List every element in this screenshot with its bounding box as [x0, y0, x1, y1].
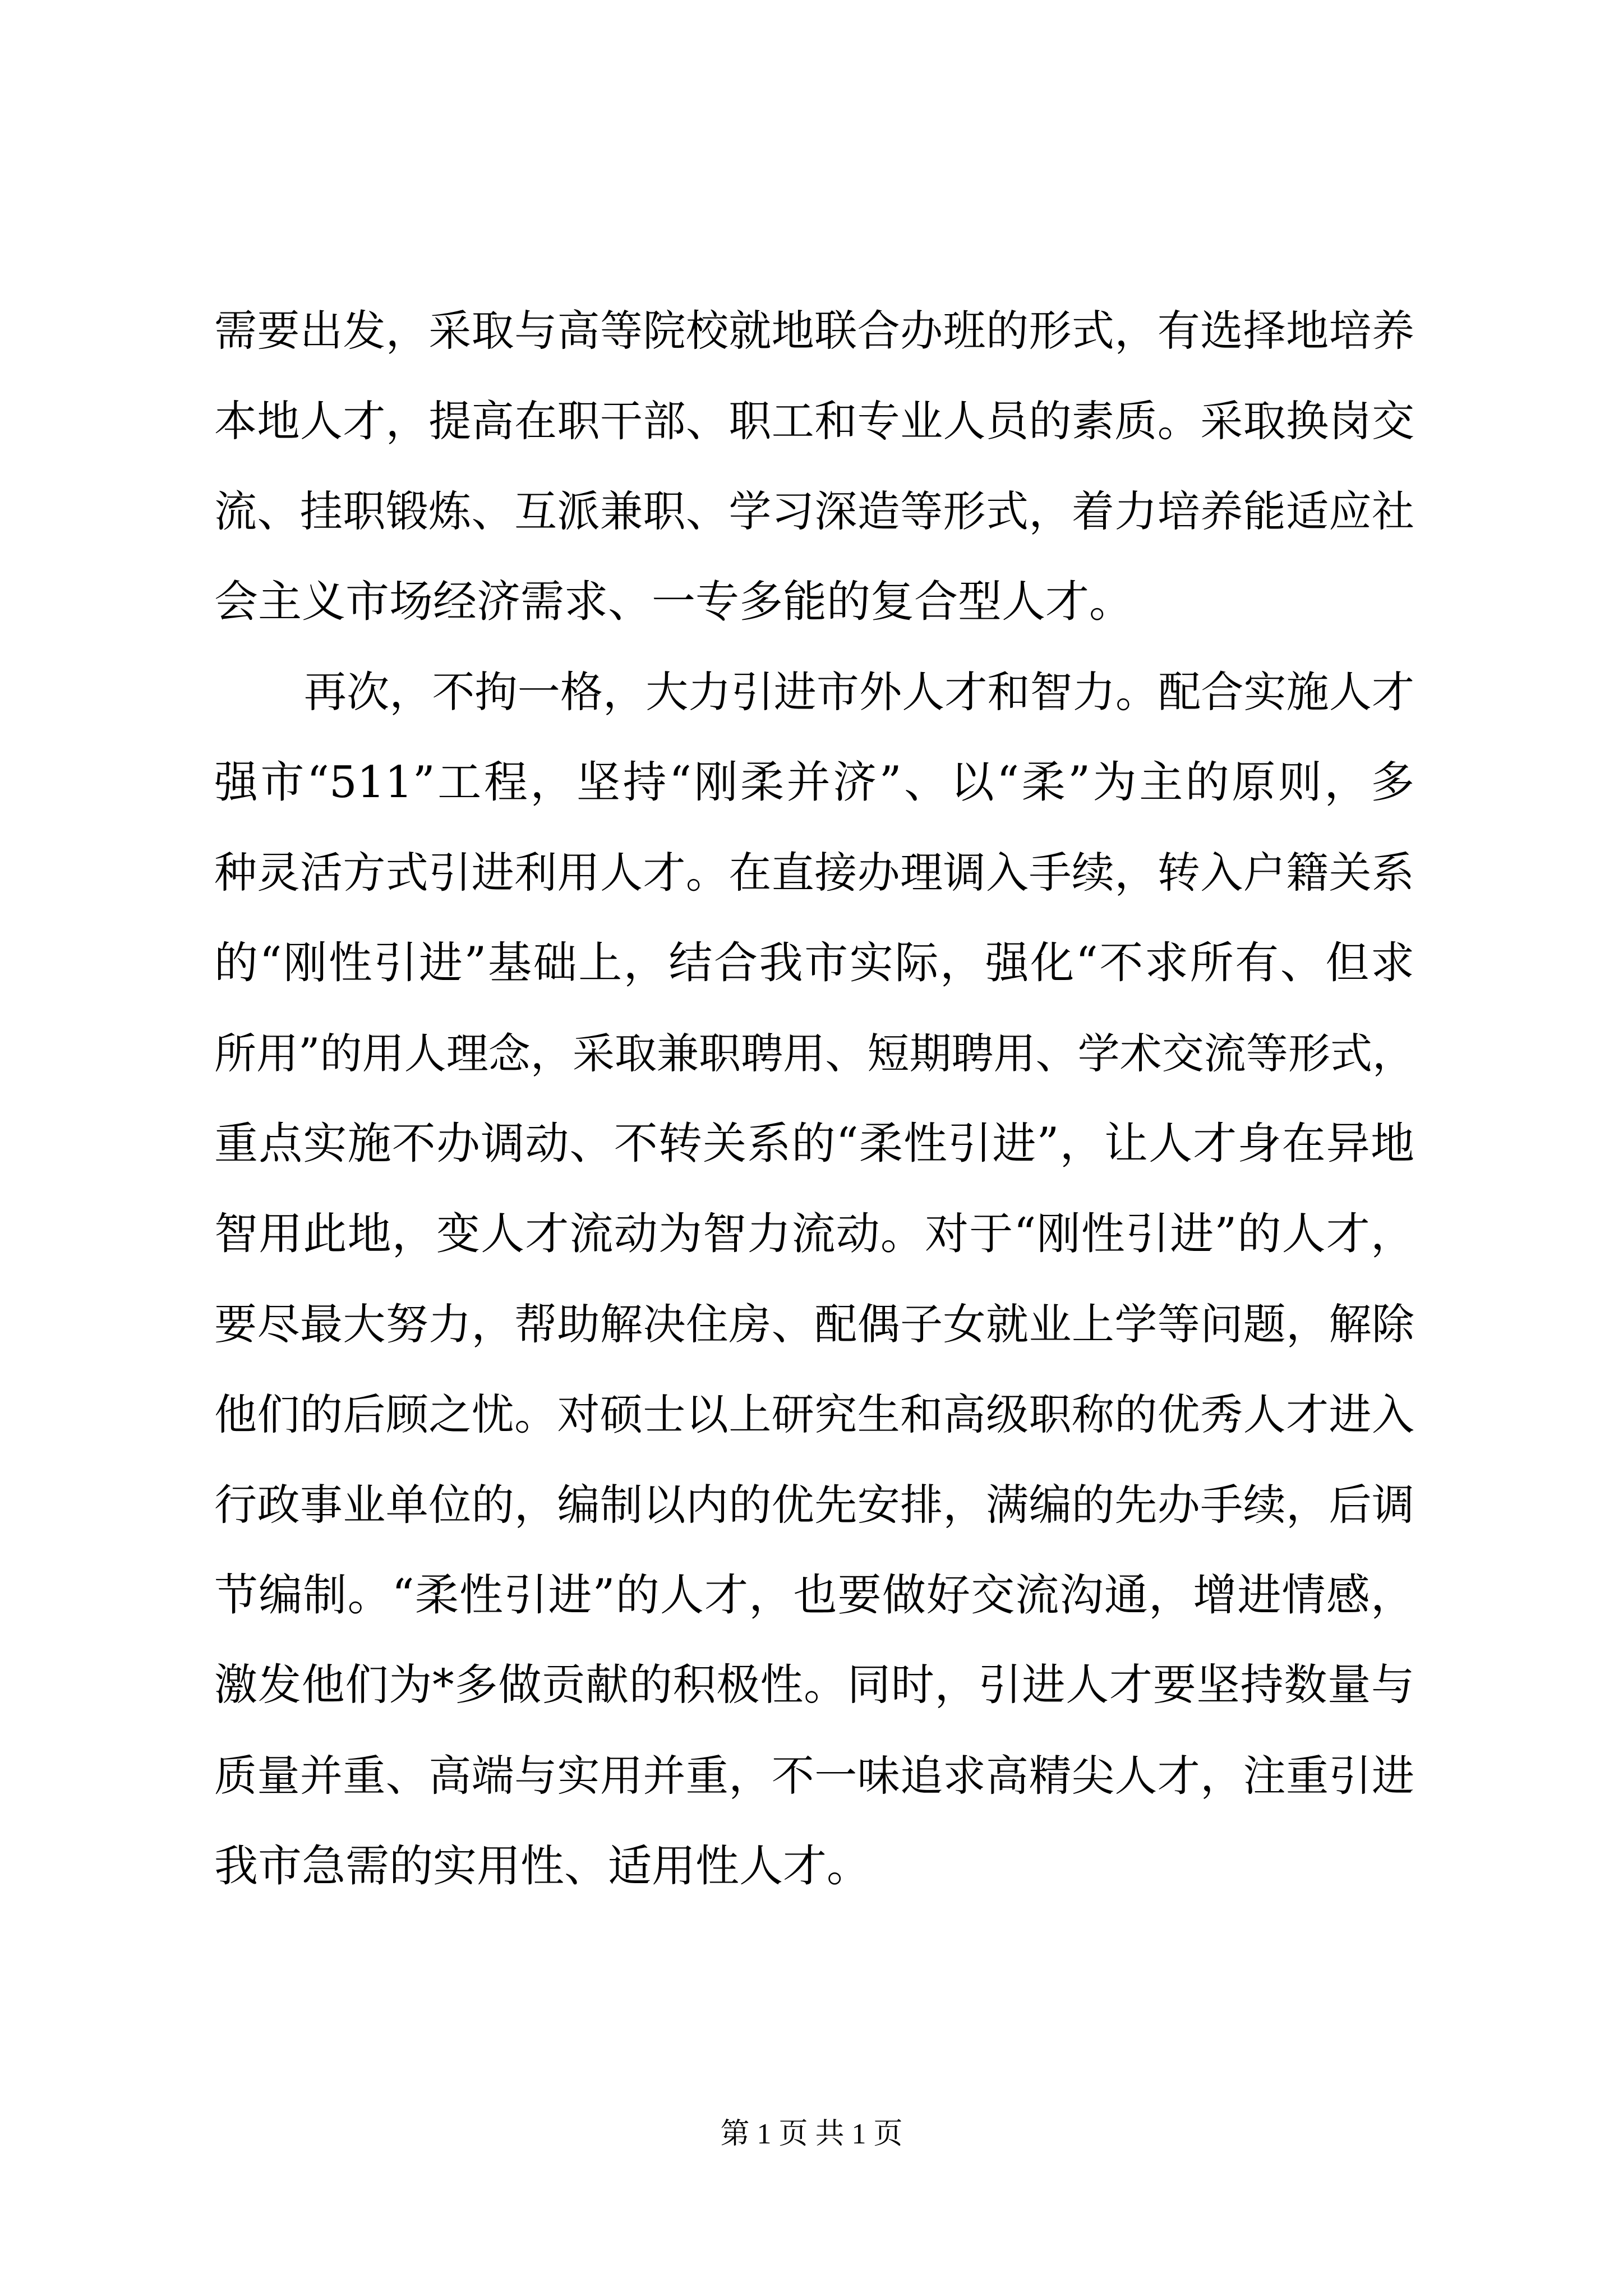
paragraph-line: 再次，不拘一格，大力引进市外人才和智力。配合实施人才 — [304, 667, 1414, 717]
paragraph-line: 的“刚性引进”基础上，结合我市实际，强化“不求所有、但求 — [214, 938, 1414, 988]
paragraph-line: 种灵活方式引进利用人才。在直接办理调入手续，转入户籍关系 — [214, 848, 1414, 898]
paragraph-line: 质量并重、高端与实用并重，不一味追求高精尖人才，注重引进 — [214, 1751, 1414, 1801]
paragraph-line: 强市“511”工程，坚持“刚柔并济”、以“柔”为主的原则，多 — [214, 757, 1414, 808]
paragraph-line: 会主义市场经济需求、一专多能的复合型人才。 — [214, 577, 1133, 627]
paragraph-line: 重点实施不办调动、不转关系的“柔性引进”，让人才身在异地 — [214, 1119, 1414, 1169]
paragraph-line: 我市急需的实用性、适用性人才。 — [214, 1841, 871, 1892]
paragraph-line: 激发他们为*多做贡献的积极性。同时，引进人才要坚持数量与 — [214, 1660, 1414, 1710]
paragraph-line: 流、挂职锻炼、互派兼职、学习深造等形式，着力培养能适应社 — [214, 486, 1414, 536]
paragraph-line: 节编制。“柔性引进”的人才，也要做好交流沟通，增进情感， — [214, 1570, 1414, 1621]
paragraph-line: 所用”的用人理念，采取兼职聘用、短期聘用、学术交流等形式， — [214, 1029, 1414, 1078]
paragraph-line: 本地人才，提高在职干部、职工和专业人员的素质。采取换岗交 — [214, 396, 1414, 446]
paragraph-line: 智用此地，变人才流动为智力流动。对于“刚性引进”的人才， — [214, 1209, 1414, 1259]
page-footer: 第 1 页 共 1 页 — [720, 2118, 903, 2150]
paragraph-line: 要尽最大努力，帮助解决住房、配偶子女就业上学等问题，解除 — [214, 1299, 1414, 1349]
paragraph-line: 需要出发，采取与高等院校就地联合办班的形式，有选择地培养 — [214, 306, 1414, 356]
paragraph-line: 他们的后顾之忧。对硕士以上研究生和高级职称的优秀人才进入 — [214, 1389, 1414, 1439]
paragraph-line: 行政事业单位的，编制以内的优先安排，满编的先办手续，后调 — [214, 1480, 1414, 1530]
